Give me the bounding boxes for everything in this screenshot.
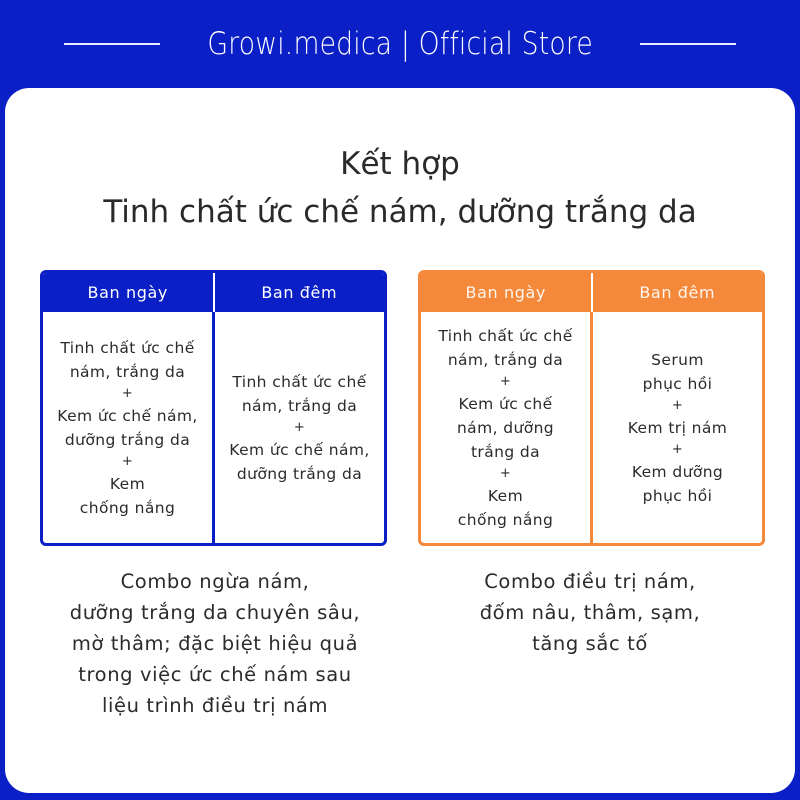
product-line: Kem ức chế nám, bbox=[57, 406, 198, 425]
table-header bbox=[43, 273, 384, 312]
description-line: tăng sắc tố bbox=[532, 632, 648, 655]
cell-day-routine bbox=[43, 312, 215, 543]
combo-table-prevention bbox=[40, 270, 387, 546]
table-header bbox=[421, 273, 762, 312]
description-line: liệu trình điều trị nám bbox=[101, 694, 329, 717]
combo-description-prevention bbox=[25, 566, 405, 721]
product-line: nám, dưỡng bbox=[456, 418, 555, 437]
cell-night-routine bbox=[593, 312, 762, 543]
combo-description-treatment bbox=[400, 566, 780, 659]
description-line: trong việc ức chế nám sau bbox=[78, 663, 352, 686]
product-line: nám, trắng da bbox=[447, 350, 564, 369]
description-line: dưỡng trắng da chuyên sâu, bbox=[69, 601, 361, 624]
title-line-1: Kết hợp bbox=[340, 146, 460, 182]
plus-separator: + bbox=[293, 419, 306, 435]
description-line: Combo điều trị nám, bbox=[484, 570, 696, 593]
product-line: Kem bbox=[487, 486, 524, 505]
description-line: Combo ngừa nám, bbox=[120, 570, 310, 593]
cell-day-routine bbox=[421, 312, 593, 543]
plus-separator: + bbox=[499, 373, 512, 389]
cell-night-routine bbox=[215, 312, 384, 543]
title-line-2: Tinh chất ức chế nám, dưỡng trắng da bbox=[103, 194, 697, 230]
brand-title: Growi.medica | Official Store bbox=[207, 26, 593, 62]
product-line: Tinh chất ức chế bbox=[438, 326, 573, 345]
product-line: Kem dưỡng bbox=[631, 462, 724, 481]
decorative-line-right bbox=[640, 43, 736, 45]
page-title bbox=[5, 142, 795, 234]
product-line: chống nắng bbox=[457, 510, 554, 529]
column-header-day: Ban ngày bbox=[421, 273, 593, 312]
product-line: phục hồi bbox=[642, 374, 713, 393]
product-line: nám, trắng da bbox=[241, 396, 358, 415]
combo-table-treatment bbox=[418, 270, 765, 546]
column-header-night: Ban đêm bbox=[215, 273, 385, 312]
column-header-night: Ban đêm bbox=[593, 273, 763, 312]
product-line: nám, trắng da bbox=[69, 362, 186, 381]
product-line: Kem bbox=[109, 474, 146, 493]
plus-separator: + bbox=[121, 453, 134, 469]
plus-separator: + bbox=[671, 397, 684, 413]
product-line: chống nắng bbox=[79, 498, 176, 517]
product-line: trắng da bbox=[470, 442, 541, 461]
product-line: phục hồi bbox=[642, 486, 713, 505]
product-line: Kem trị nám bbox=[627, 418, 728, 437]
decorative-line-left bbox=[64, 43, 160, 45]
description-line: đốm nâu, thâm, sạm, bbox=[479, 601, 701, 624]
product-line: dưỡng trắng da bbox=[64, 430, 191, 449]
brand-header bbox=[0, 0, 800, 88]
table-body bbox=[421, 312, 762, 543]
plus-separator: + bbox=[671, 441, 684, 457]
description-line: mờ thâm; đặc biệt hiệu quả bbox=[71, 632, 359, 655]
product-line: Kem ức chế bbox=[458, 394, 553, 413]
product-line: Kem ức chế nám, bbox=[229, 440, 370, 459]
column-header-day: Ban ngày bbox=[43, 273, 215, 312]
product-line: dưỡng trắng da bbox=[236, 464, 363, 483]
plus-separator: + bbox=[121, 385, 134, 401]
product-line: Serum bbox=[651, 350, 704, 369]
product-line: Tinh chất ức chế bbox=[232, 372, 367, 391]
content-card bbox=[5, 88, 795, 793]
product-line: Tinh chất ức chế bbox=[60, 338, 195, 357]
plus-separator: + bbox=[499, 465, 512, 481]
table-body bbox=[43, 312, 384, 543]
